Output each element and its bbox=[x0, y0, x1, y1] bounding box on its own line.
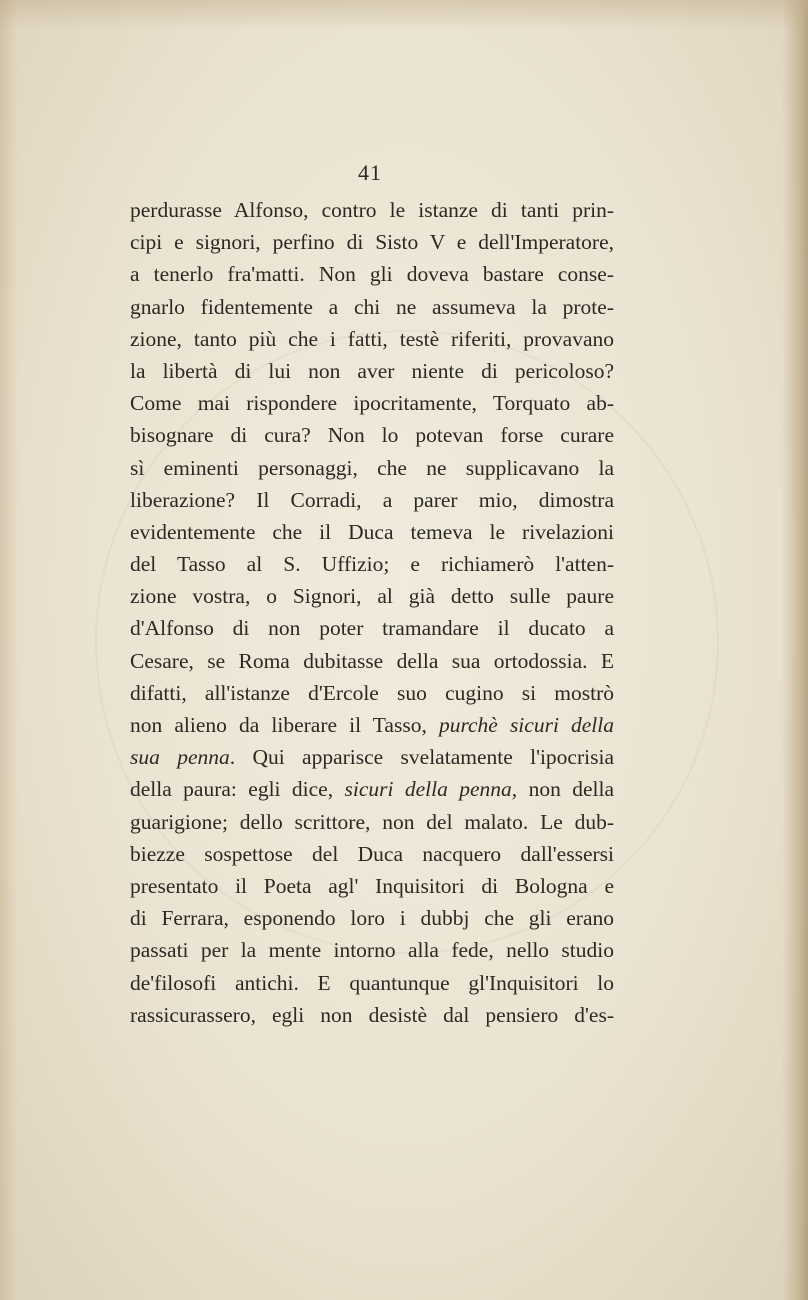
text-line: zione, tanto più che i fatti, testè riferiti, provavano bbox=[130, 326, 614, 351]
text-line: del Tasso al S. Uffizio; e richiamerò l'atten- bbox=[130, 552, 614, 577]
text-run: non alieno da liberare il Tasso, bbox=[130, 713, 427, 737]
text-line: liberazione? Il Corradi, a parer mio, dimostra bbox=[130, 487, 614, 512]
text-line: Cesare, se Roma dubitasse della sua ortodossia. E bbox=[130, 648, 614, 673]
italic-run: purchè sicuri della bbox=[438, 713, 615, 737]
text-line: d'Alfonso di non poter tramandare il ducato a bbox=[130, 616, 614, 641]
text-run: della paura: egli dice, bbox=[130, 777, 334, 802]
italic-run: sua penna bbox=[130, 745, 230, 770]
text-line-mixed bbox=[130, 709, 614, 741]
text-line: cipi e signori, perfino di Sisto V e dell'Imperatore, bbox=[130, 230, 614, 255]
text-line: perdurasse Alfonso, contro le istanze di tanti prin- bbox=[130, 198, 614, 222]
text-line: de'filosofi antichi. E quantunque gl'Inquisitori lo bbox=[130, 970, 614, 995]
text-line: presentato il Poeta agl' Inquisitori di Bologna e bbox=[130, 873, 614, 898]
text-line: gnarlo fidentemente a chi ne assumeva la prote- bbox=[130, 294, 614, 319]
text-line: a tenerlo fra'matti. Non gli doveva bastare conse- bbox=[130, 262, 614, 287]
text-run: . Qui apparisce svelatamente l'ipocrisia bbox=[229, 745, 614, 770]
text-line: sì eminenti personaggi, che ne supplicavano la bbox=[130, 455, 614, 480]
body-text bbox=[130, 194, 614, 1031]
text-run: non della bbox=[528, 777, 614, 802]
text-line: difatti, all'istanze d'Ercole suo cugino si mostrò bbox=[130, 680, 614, 705]
text-line: zione vostra, o Signori, al già detto sulle paure bbox=[130, 584, 614, 609]
text-line: di Ferrara, esponendo loro i dubbj che gli erano bbox=[130, 906, 614, 931]
text-line: evidentemente che il Duca temeva le rivelazioni bbox=[130, 519, 614, 544]
text-line: la libertà di lui non aver niente di pericoloso? bbox=[130, 358, 614, 383]
text-line-mixed bbox=[130, 741, 614, 773]
text-line: guarigione; dello scrittore, non del malato. Le dub- bbox=[130, 809, 614, 834]
page-number: 41 bbox=[358, 160, 382, 185]
italic-run: sicuri della penna, bbox=[344, 777, 518, 802]
text-line: passati per la mente intorno alla fede, nello studio bbox=[130, 938, 614, 963]
text-line: bisognare di cura? Non lo potevan forse curare bbox=[130, 423, 614, 448]
page-edge-top bbox=[0, 0, 808, 30]
page-edge-right bbox=[782, 0, 808, 1300]
page-edge-left bbox=[0, 0, 18, 1300]
text-line-mixed bbox=[130, 773, 614, 805]
text-line: biezze sospettose del Duca nacquero dall'essersi bbox=[130, 841, 614, 866]
text-line: rassicurassero, egli non desistè dal pensiero d'es- bbox=[130, 1002, 614, 1027]
text-line: Come mai rispondere ipocritamente, Torquato ab- bbox=[130, 391, 614, 416]
